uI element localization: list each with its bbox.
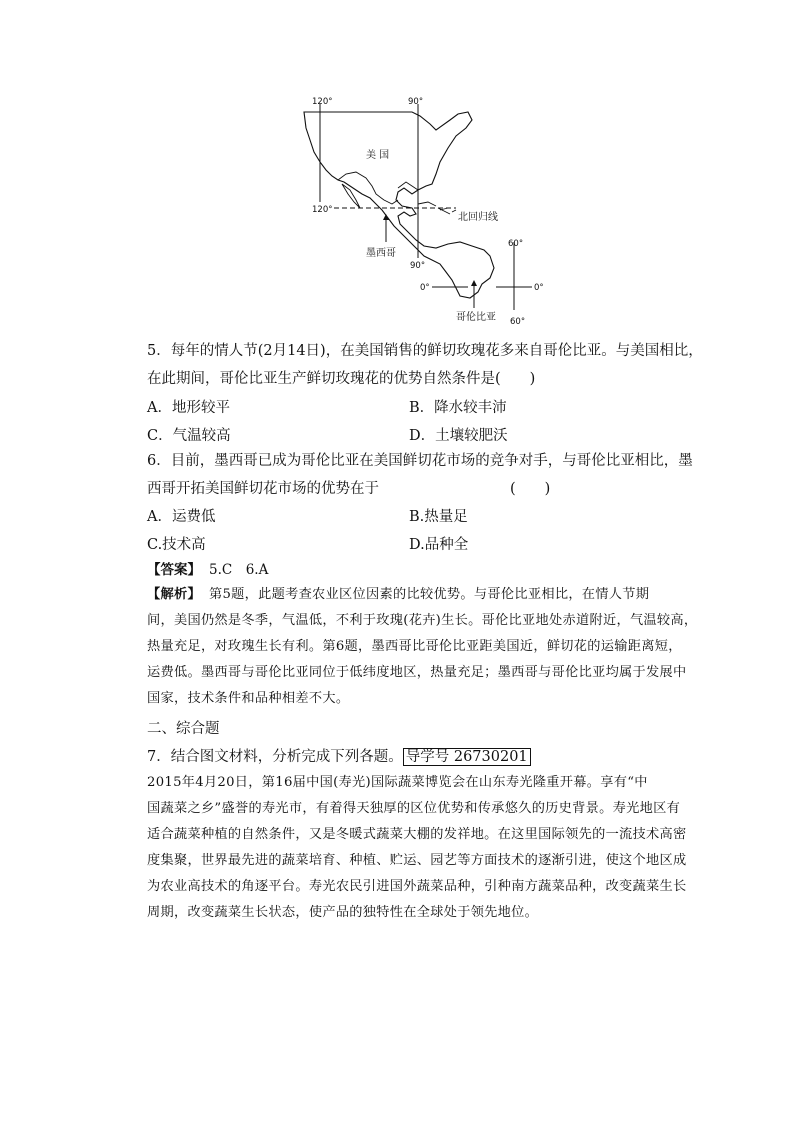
answer-label: 【答案】 [147, 562, 201, 578]
analysis-line2: 间，美国仍然是冬季，气温低，不利于玫瑰(花卉)生长。哥伦比亚地处赤道附近，气温较高， [147, 613, 698, 628]
colombia-arrowhead [471, 280, 477, 286]
analysis-label: 【解析】 [147, 587, 201, 602]
label-tropic: 北回归线 [458, 212, 498, 223]
analysis-line1 [147, 584, 649, 606]
q5-option-a: A．地形较平 [147, 400, 230, 416]
q5-stem-line1: 5．每年的情人节(2月14日)，在美国销售的鲜切玫瑰花多来自哥伦比亚。与美国相比， [147, 343, 703, 359]
q7-passage-line3: 适合蔬菜种植的自然条件，又是冬暖式蔬菜大棚的发祥地。在这里国际领先的一流技术高密 [147, 827, 687, 842]
label-colombia: 哥伦比亚 [456, 312, 496, 323]
q7-guide-number: 导学号 26730201 [403, 748, 531, 766]
answer-value: 5.C 6.A [209, 562, 269, 578]
label-lon-120-left: 120° [312, 205, 333, 215]
q7-passage-line1: 2015年4月20日，第16届中国(寿光)国际蔬菜博览会在山东寿光隆重开幕。享有“中 [147, 775, 648, 790]
label-lon-60-top: 60° [508, 239, 524, 249]
label-lon-120-top: 120° [312, 97, 333, 107]
gulf-coast [398, 182, 418, 190]
baja-california [342, 184, 360, 208]
q6-stem-line1: 6．目前，墨西哥已成为哥伦比亚在美国鲜切花市场的竞争对手，与哥伦比亚相比，墨 [147, 453, 693, 469]
q7-passage-line2: 国蔬菜之乡”盛誉的寿光市，有着得天独厚的区位优势和传承悠久的历史背景。寿光地区有 [147, 801, 681, 816]
analysis-text-1: 第5题，此题考查农业区位因素的比较优势。与哥伦比亚相比，在情人节期 [208, 587, 650, 602]
q5-stem-line2: 在此期间，哥伦比亚生产鲜切玫瑰花的优势自然条件是( ) [147, 371, 536, 387]
section2-title: 二、综合题 [147, 721, 220, 737]
label-lat-0-right: 0° [534, 283, 544, 293]
q5-option-b: B．降水较丰沛 [409, 400, 507, 416]
caribbean-islands [418, 202, 456, 212]
q5-option-c: C．气温较高 [147, 428, 231, 444]
q5-option-d: D．土壤较肥沃 [409, 428, 508, 444]
label-usa: 美 国 [366, 150, 390, 161]
label-lon-90-top: 90° [408, 97, 424, 107]
q7-stem: 7．结合图文材料，分析完成下列各题。 [147, 749, 403, 765]
q7-passage-line5: 为农业高技术的角逐平台。寿光农民引进国外蔬菜品种，引种南方蔬菜品种，改变蔬菜生长 [147, 879, 687, 894]
q6-option-d: D.品种全 [409, 537, 469, 553]
q7-stem-row [147, 746, 531, 768]
q6-bracket: ( ) [510, 481, 551, 497]
answer-block [147, 559, 268, 581]
mexico-arrowhead [383, 214, 389, 220]
q6-option-c: C.技术高 [147, 537, 206, 553]
label-lon-60-bottom: 60° [510, 317, 526, 327]
q7-passage-line6: 周期，改变蔬菜生长状态，使产品的独特性在全球处于领先地位。 [147, 905, 539, 920]
label-lat-0-left: 0° [420, 283, 430, 293]
analysis-line3: 热量充足，对玫瑰生长有利。第6题，墨西哥比哥伦比亚距美国近，鲜切花的运输距离短， [147, 639, 682, 654]
coastline [304, 112, 494, 298]
analysis-line5: 国家，技术条件和品种相差不大。 [147, 691, 350, 706]
label-mexico: 墨西哥 [366, 248, 396, 259]
q6-stem-line2: 西哥开拓美国鲜切花市场的优势在于 [147, 481, 379, 497]
americas-map [300, 92, 560, 328]
label-lon-90-bottom: 90° [410, 261, 426, 271]
q6-option-a: A．运费低 [147, 509, 216, 525]
q7-passage-line4: 度集聚，世界最先进的蔬菜培育、种植、贮运、园艺等方面技术的逐渐引进，使这个地区成 [147, 853, 687, 868]
analysis-line4: 运费低。墨西哥与哥伦比亚同位于低纬度地区，热量充足；墨西哥与哥伦比亚均属于发展中 [147, 665, 687, 680]
q6-option-b: B.热量足 [409, 509, 468, 525]
